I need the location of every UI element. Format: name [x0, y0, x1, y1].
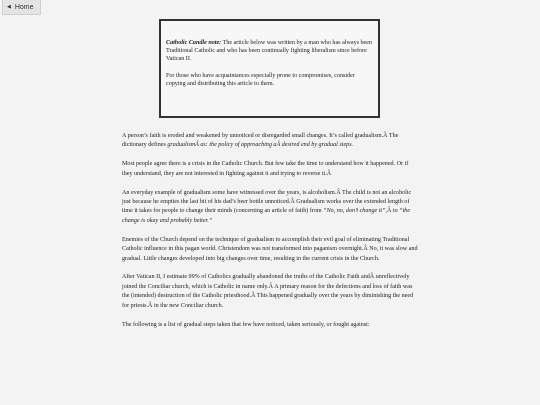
home-label: Home	[14, 3, 34, 11]
article-paragraph-1	[122, 132, 419, 151]
candle-note-box	[159, 19, 380, 118]
notice-paragraph-2: For those who have acquaintances especially prone to compromises, consider copying and distributing this article to them.	[166, 72, 355, 87]
notice-paragraph-1	[166, 39, 373, 64]
triangle-left-icon: ◀	[7, 4, 11, 10]
article-paragraph-3	[122, 189, 419, 227]
article-p1-text: A person’s faith is eroded and weakened by unnoticed or disregarded small changes. It’s called gradualism.Â The dictionary defines	[122, 133, 399, 149]
article-paragraph-2: Most people agree there is a crisis in the Catholic Church. But few take the time to understand how it happened. Or if they understand, they are not interested in fighting against it and trying to reverse it.Â	[122, 161, 409, 177]
article-p3-quote-1: “No, no, don’t change it”,	[323, 208, 388, 215]
article-paragraph-4: Enemies of the Church depend on the technique of gradualism to accomplish their evil goal of eliminating Traditional Catholic influence in this pagan world. Christendom was not transformed into paganism overnight.Â No, it was slow and gradual. Little changes developed into big changes over time, resulting in the current crisis in the Church.	[122, 236, 418, 262]
home-button[interactable]	[2, 0, 41, 15]
article-p3-joiner: Â to	[387, 208, 400, 215]
article-p1-italic: gradualismÂ as: the policy of approaching aÂ desired end by gradual steps.	[167, 142, 354, 149]
article-paragraph-5: After Vatican II, I estimate 99% of Catholics gradually abandoned the truths of the Catholic Faith andÂ unreflectively joined the Conciliar church, which is Catholic in name only.Â A primary reason for the defections and loss of faith was the (intended) destruction of the Catholic priesthood.Â This happened gradually over the years by diminishing the need for priests.Â in the new Conciliar church.	[122, 274, 414, 309]
article-body	[122, 132, 419, 340]
notice-label: Catholic Candle note:	[166, 40, 222, 46]
notice-text-1: The article below was written by a man who has always been Traditional Catholic and who has been continually fighting liberalism since before Vatican II.	[166, 40, 373, 63]
article-paragraph-6: The following is a list of gradual steps taken that few have noticed, taken seriously, or fought against:	[122, 321, 370, 328]
article-p3-quote-2: “the change is okay and probably better.”	[122, 208, 411, 224]
article-p3-text: An everyday example of gradualism some have witnessed over the years, is alcoholism.Â The child is not an alcoholic just because he empties the last bit of his dad’s beer bottle unnoticed.Â Gradualism works over the extended length of time it takes for people to change their minds (concerning an article of faith) from	[122, 189, 412, 215]
